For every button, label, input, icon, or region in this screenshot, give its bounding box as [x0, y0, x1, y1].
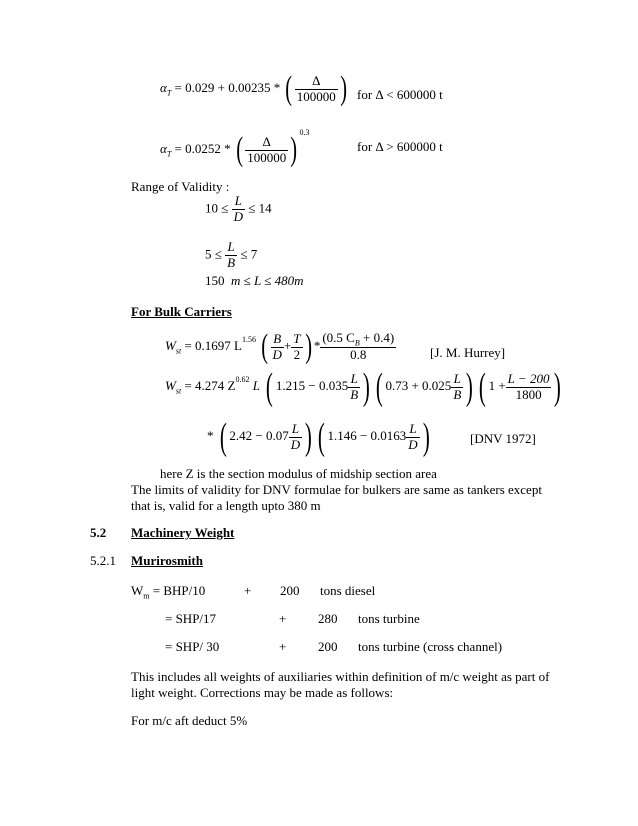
- w3-p2-frac: [406, 422, 419, 453]
- w2-coefficient: = 4.274 Z: [184, 377, 236, 393]
- eq1-rhs: = 0.029 + 0.00235 *: [174, 79, 281, 95]
- w1-star: *: [313, 337, 321, 353]
- r1-numerator: L: [232, 194, 245, 210]
- w2-p2-den: B: [453, 386, 462, 402]
- w1-f1-num: B: [271, 332, 284, 348]
- paren-open: (: [266, 366, 274, 408]
- w-symbol: W: [165, 377, 176, 393]
- r3-unit: m: [294, 273, 304, 288]
- paren-close: ): [363, 366, 370, 408]
- w1-f1-den: D: [272, 346, 282, 362]
- wm-subscript: m: [143, 591, 150, 601]
- wm-symbol: W: [131, 583, 144, 598]
- row-expression: = SHP/ 30: [165, 639, 220, 654]
- paren-close: ): [304, 416, 312, 458]
- dnv-reference: [DNV 1972]: [470, 431, 536, 446]
- paren-open: (: [236, 131, 243, 169]
- w1-plus: +: [283, 337, 292, 353]
- w2-p1-term: 1.215 − 0.035: [275, 377, 349, 393]
- machinery-note-1: This includes all weights of auxiliaries within definition of m/c weight as part of: [131, 669, 550, 684]
- w1-frac-cb: [320, 331, 396, 364]
- paren-close: ): [554, 366, 562, 408]
- w1-frac-t2: [291, 332, 302, 363]
- paren-open: (: [478, 366, 486, 408]
- eq2-exponent: 0.3: [299, 128, 310, 137]
- paren-close: ): [422, 416, 430, 458]
- alpha-symbol: α: [160, 141, 167, 156]
- w3-p2-den: D: [408, 436, 418, 452]
- section-5-2-number: 5.2: [90, 525, 107, 540]
- machinery-note-2: light weight. Corrections may be made as follows:: [131, 685, 394, 700]
- w3-p1-den: D: [290, 436, 301, 452]
- machinery-row-turbine: [165, 612, 216, 625]
- equation-wst-dnv: [165, 368, 564, 406]
- paren-open: (: [375, 366, 383, 408]
- section-5-2-title: Machinery Weight: [131, 525, 235, 540]
- paren-open: (: [317, 416, 325, 458]
- machinery-row-cross-channel: [165, 640, 219, 653]
- section-5-2-1-title: Murirosmith: [131, 553, 203, 568]
- r3-mid: m ≤ L ≤ 480: [231, 273, 295, 288]
- r1-right: ≤ 14: [248, 200, 272, 216]
- section-5-2-1-number: 5.2.1: [90, 553, 116, 568]
- eq2-numerator: Δ: [245, 135, 288, 151]
- w1-f3-num: (0.5 C: [322, 329, 355, 345]
- row-value: 200: [280, 583, 300, 598]
- r1-fraction: [232, 194, 245, 225]
- alpha-subscript: T: [166, 88, 172, 98]
- w1-frac-bd: [271, 332, 284, 363]
- r1-left: 10 ≤: [205, 200, 229, 216]
- equation-alpha-large: [160, 128, 310, 167]
- w2-p3-den: 1800: [515, 386, 542, 402]
- machinery-row-diesel: [131, 584, 205, 601]
- equation-alpha-small: [160, 72, 349, 106]
- w2-p3-num: L − 200: [507, 370, 550, 386]
- validity-range-ld: [205, 194, 272, 225]
- alpha-symbol: α: [160, 79, 167, 95]
- paren-close: ): [290, 131, 298, 169]
- row-expression: = SHP/17: [165, 611, 217, 626]
- r1-denominator: D: [233, 208, 244, 224]
- w2-p2-num: L: [451, 372, 463, 388]
- w3-p1-num: L: [289, 422, 302, 438]
- w3-p1-term: 2.42 − 0.07: [229, 427, 289, 443]
- r2-right: ≤ 7: [240, 246, 258, 262]
- row-value: 200: [318, 639, 338, 654]
- row-description: tons turbine: [358, 611, 420, 626]
- w3-star: *: [207, 427, 214, 443]
- w2-exponent: 0.62: [235, 374, 250, 384]
- eq1-fraction: [295, 74, 338, 105]
- w2-p1-den: B: [350, 386, 359, 402]
- r2-denominator: B: [227, 254, 236, 270]
- w1-f2-num: T: [293, 330, 301, 346]
- paren-open: (: [261, 328, 269, 365]
- machinery-aft-deduction: For m/c aft deduct 5%: [131, 713, 248, 728]
- row-description: tons turbine (cross channel): [358, 639, 503, 654]
- w2-p2-frac: [451, 372, 463, 403]
- r2-fraction: [225, 240, 237, 271]
- equation-wst-hurrey: [165, 330, 396, 364]
- eq1-condition: for Δ < 600000 t: [357, 87, 443, 102]
- eq2-fraction: [245, 135, 288, 166]
- eq2-denominator: 100000: [247, 149, 287, 165]
- w-subscript: st: [175, 386, 182, 396]
- bulk-carriers-heading: For Bulk Carriers: [131, 304, 232, 319]
- eq2-condition: for Δ > 600000 t: [357, 139, 443, 154]
- r2-left: 5 ≤: [205, 246, 222, 262]
- w1-f2-den: 2: [293, 346, 301, 362]
- paren-close: ): [340, 70, 347, 107]
- eq1-denominator: 100000: [296, 88, 336, 104]
- row-value: 280: [318, 611, 338, 626]
- r2-numerator: L: [225, 240, 237, 256]
- row-expression: = BHP/10: [149, 583, 206, 598]
- limits-line-1: The limits of validity for DNV formulae for bulkers are same as tankers except: [131, 482, 542, 497]
- r3-min: 150: [205, 273, 225, 288]
- w3-p1-frac: [289, 422, 302, 453]
- row-description: tons diesel: [320, 583, 376, 598]
- w2-p3-frac: [506, 372, 552, 403]
- eq2-rhs: = 0.0252 *: [174, 141, 231, 156]
- equation-wst-dnv-continued: [207, 418, 432, 456]
- w2-l: L: [252, 377, 260, 393]
- w3-p2-term: 1.146 − 0.0163: [327, 427, 407, 443]
- w2-p1-num: L: [348, 372, 360, 388]
- eq1-numerator: Δ: [295, 74, 338, 90]
- row-plus: +: [244, 583, 252, 598]
- validity-range-length: [205, 273, 304, 289]
- w1-f3-den: 0.8: [350, 347, 367, 363]
- w2-p1-frac: [348, 372, 360, 403]
- row-plus: +: [279, 639, 287, 654]
- w1-coefficient: = 0.1697 L: [184, 337, 242, 353]
- paren-close: ): [466, 366, 474, 408]
- paren-close: ): [304, 328, 312, 365]
- w1-f3-num-end: + 0.4): [359, 329, 395, 345]
- validity-heading: Range of Validity :: [131, 179, 230, 194]
- limits-line-2: that is, valid for a length upto 380 m: [131, 498, 321, 513]
- w-subscript: st: [175, 346, 182, 356]
- paren-open: (: [219, 416, 227, 458]
- w2-p3-term: 1 +: [488, 377, 506, 393]
- z-note: here Z is the section modulus of midship section area: [160, 466, 437, 481]
- validity-range-lb: [205, 240, 257, 271]
- w-symbol: W: [165, 337, 176, 353]
- paren-open: (: [285, 70, 293, 107]
- w2-p2-term: 0.73 + 0.025: [385, 377, 452, 393]
- alpha-subscript: T: [166, 149, 172, 159]
- hurrey-reference: [J. M. Hurrey]: [430, 345, 506, 360]
- cb-subscript: B: [354, 338, 360, 348]
- w1-exponent: 1.56: [241, 334, 256, 344]
- row-plus: +: [279, 611, 287, 626]
- w3-p2-num: L: [406, 422, 419, 438]
